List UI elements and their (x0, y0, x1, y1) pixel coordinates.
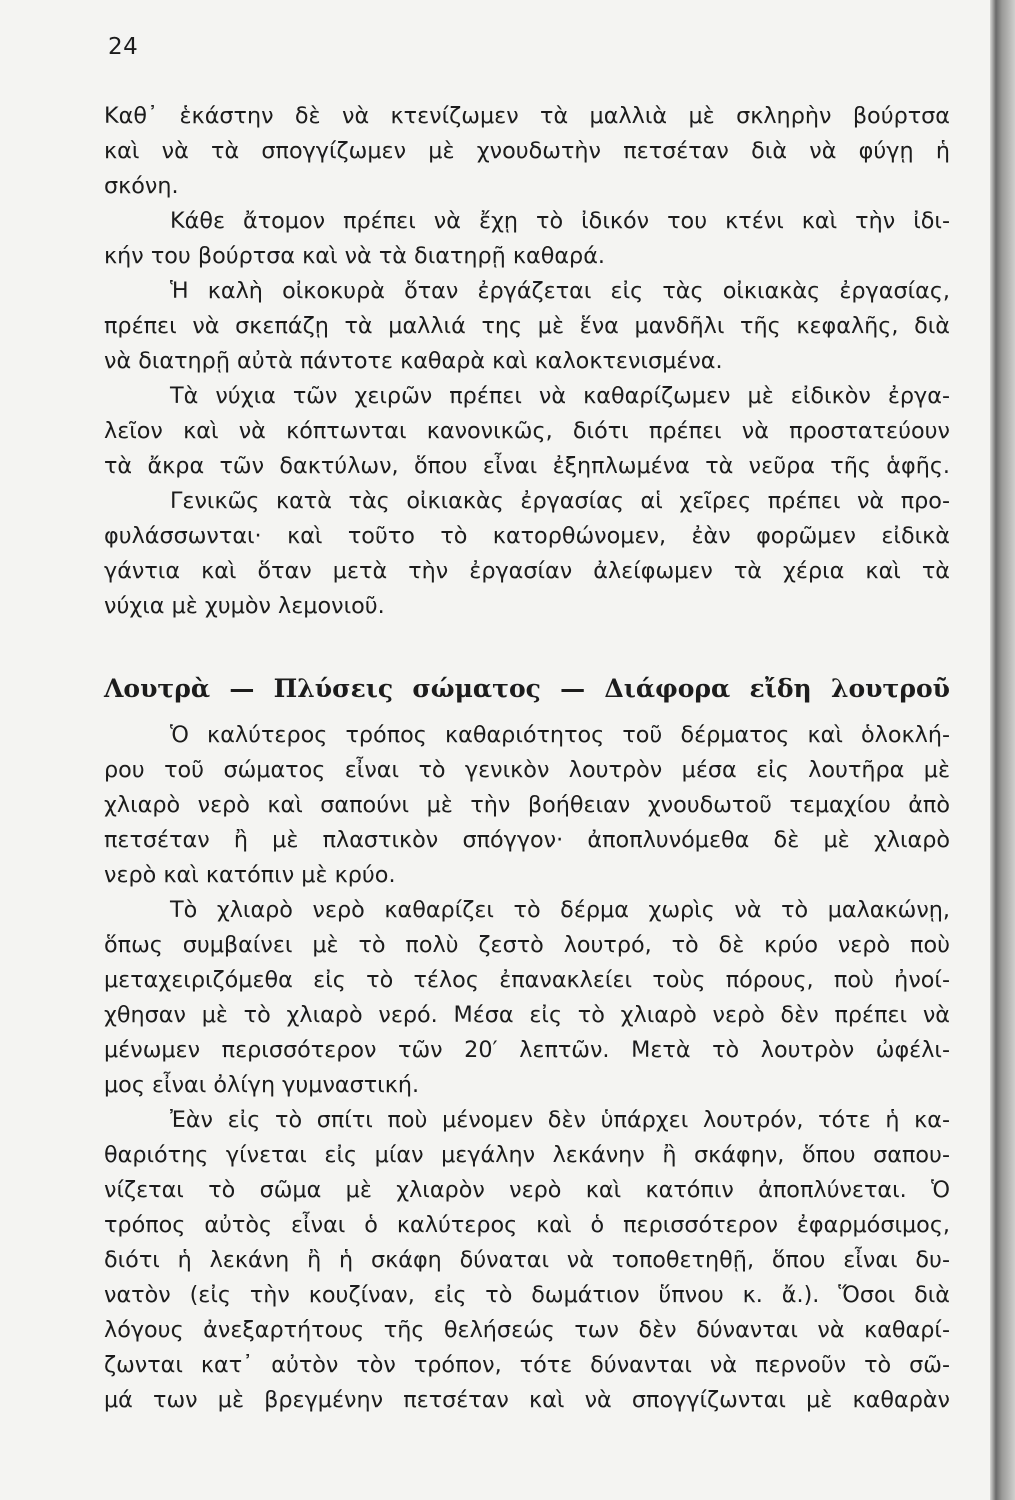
text-line: Καθ᾽ ἑκάστην δὲ νὰ κτενίζωμεν τὰ μαλλιὰ μὲ σκληρὴν βούρτσα (104, 103, 950, 129)
text-line: διότι ἡ λεκάνη ἢ ἡ σκάφη δύναται νὰ τοποθετηθῇ, ὅπου εἶναι δυ- (104, 1247, 950, 1273)
text-line: ζωνται κατ᾽ αὐτὸν τὸν τρόπον, τότε δύνανται νὰ περνοῦν τὸ σῶ- (104, 1352, 950, 1378)
text-line: πετσέταν ἢ μὲ πλαστικὸν σπόγγον· ἀποπλυνόμεθα δὲ μὲ χλιαρὸ (104, 827, 950, 853)
text-line: λόγους ἀνεξαρτήτους τῆς θελήσεώς των δὲν δύνανται νὰ καθαρί- (104, 1317, 950, 1343)
page-edge-shadow (990, 0, 1015, 1500)
text-line: μος εἶναι ὀλίγη γυμναστική. (104, 1072, 420, 1098)
text-line: μεταχειριζόμεθα εἰς τὸ τέλος ἐπανακλείει τοὺς πόρους, ποὺ ἠνοί- (104, 967, 950, 993)
text-line: νὰ διατηρῇ αὐτὰ πάντοτε καθαρὰ καὶ καλοκτενισμένα. (104, 348, 723, 374)
text-line: νίζεται τὸ σῶμα μὲ χλιαρὸν νερὸ καὶ κατόπιν ἀποπλύνεται. Ὁ (104, 1177, 950, 1203)
text-line: χθησαν μὲ τὸ χλιαρὸ νερό. Μέσα εἰς τὸ χλιαρὸ νερὸ δὲν πρέπει νὰ (104, 1002, 950, 1028)
text-line: Κάθε ἄτομον πρέπει νὰ ἔχῃ τὸ ἰδικόν του κτένι καὶ τὴν ἰδι- (170, 208, 950, 234)
text-line: λεῖον καὶ νὰ κόπτωνται κανονικῶς, διότι πρέπει νὰ προστατεύουν (104, 418, 950, 444)
text-line: Ἡ καλὴ οἰκοκυρὰ ὅταν ἐργάζεται εἰς τὰς οἰκιακὰς ἐργασίας, (170, 278, 950, 304)
text-line: Ὁ καλύτερος τρόπος καθαριότητος τοῦ δέρματος καὶ ὁλοκλή- (170, 722, 950, 748)
text-line: Γενικῶς κατὰ τὰς οἰκιακὰς ἐργασίας αἱ χεῖρες πρέπει νὰ προ- (170, 488, 950, 514)
text-line: νατὸν (εἰς τὴν κουζίναν, εἰς τὸ δωμάτιον ὕπνου κ. ἄ.). Ὅσοι διὰ (104, 1282, 950, 1308)
text-line: κήν του βούρτσα καὶ νὰ τὰ διατηρῇ καθαρά. (104, 243, 605, 269)
text-line: ρου τοῦ σώματος εἶναι τὸ γενικὸν λουτρὸν μέσα εἰς λουτῆρα μὲ (104, 757, 950, 783)
text-line: Τὸ χλιαρὸ νερὸ καθαρίζει τὸ δέρμα χωρὶς νὰ τὸ μαλακώνῃ, (170, 897, 950, 923)
text-line: πρέπει νὰ σκεπάζῃ τὰ μαλλιά της μὲ ἕνα μανδῆλι τῆς κεφαλῆς, διὰ (104, 313, 950, 339)
text-line: θαριότης γίνεται εἰς μίαν μεγάλην λεκάνην ἢ σκάφην, ὅπου σαπου- (104, 1142, 950, 1168)
text-line: Τὰ νύχια τῶν χειρῶν πρέπει νὰ καθαρίζωμεν μὲ εἰδικὸν ἐργα- (170, 383, 950, 409)
text-line: σκόνη. (104, 173, 179, 199)
text-line: ὅπως συμβαίνει μὲ τὸ πολὺ ζεστὸ λουτρό, τὸ δὲ κρύο νερὸ ποὺ (104, 932, 950, 958)
text-line: τὰ ἄκρα τῶν δακτύλων, ὅπου εἶναι ἐξηπλωμένα τὰ νεῦρα τῆς ἁφῆς. (104, 453, 950, 479)
text-line: φυλάσσωνται· καὶ τοῦτο τὸ κατορθώνομεν, ἐὰν φορῶμεν εἰδικὰ (104, 523, 950, 549)
text-line: τρόπος αὐτὸς εἶναι ὁ καλύτερος καὶ ὁ περισσότερον ἐφαρμόσιμος, (104, 1212, 950, 1238)
text-line: μένωμεν περισσότερον τῶν 20′ λεπτῶν. Μετὰ τὸ λουτρὸν ὠφέλι- (104, 1037, 950, 1063)
text-line: καὶ νὰ τὰ σπογγίζωμεν μὲ χνουδωτὴν πετσέταν διὰ νὰ φύγῃ ἡ (104, 138, 950, 164)
text-line: νύχια μὲ χυμὸν λεμονιοῦ. (104, 593, 385, 619)
section-heading: Λουτρὰ — Πλύσεις σώματος — Διάφορα εἴδη λουτροῦ (104, 674, 950, 703)
body-text-block-1 (104, 99, 950, 624)
text-line: χλιαρὸ νερὸ καὶ σαπούνι μὲ τὴν βοήθειαν χνουδωτοῦ τεμαχίου ἀπὸ (104, 792, 950, 818)
text-line: γάντια καὶ ὅταν μετὰ τὴν ἐργασίαν ἀλείφωμεν τὰ χέρια καὶ τὰ (104, 558, 950, 584)
page-number: 24 (108, 34, 139, 60)
text-line: μά των μὲ βρεγμένην πετσέταν καὶ νὰ σπογγίζωνται μὲ καθαρὰν (104, 1387, 950, 1413)
body-text-block-2 (104, 718, 950, 1418)
text-line: Ἐὰν εἰς τὸ σπίτι ποὺ μένομεν δὲν ὑπάρχει λουτρόν, τότε ἡ κα- (170, 1107, 950, 1133)
text-line: νερὸ καὶ κατόπιν μὲ κρύο. (104, 862, 396, 888)
